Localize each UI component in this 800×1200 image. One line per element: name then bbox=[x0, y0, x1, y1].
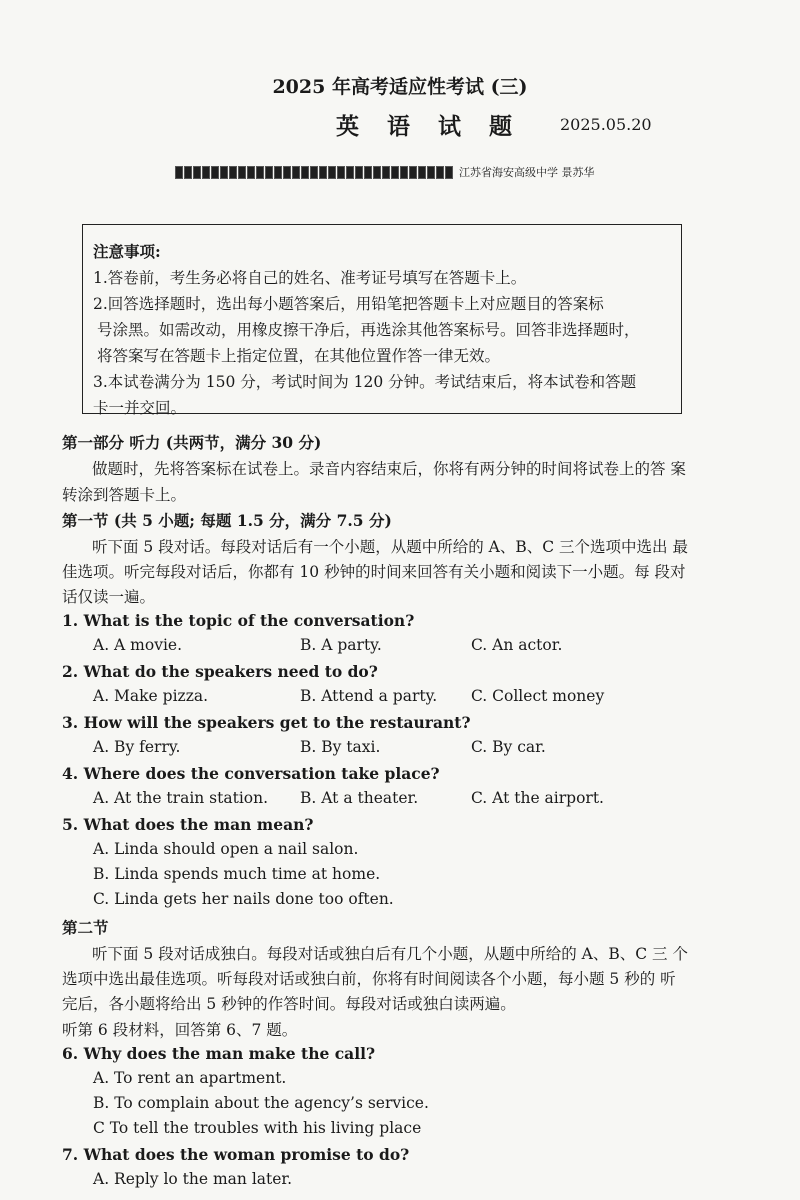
option-c: C. By car. bbox=[471, 738, 546, 756]
section1-intro: 听下面 5 段对话。每段对话后有一个小题，从题中所给的 A、B、C 三个选项中选出 最 bbox=[92, 538, 688, 556]
option-c: C. Collect money bbox=[471, 687, 605, 705]
notice-line: 卡一并交回。 bbox=[93, 399, 187, 417]
option-b: B. Linda spends much time at home. bbox=[93, 865, 381, 883]
exam-date: 2025.05.20 bbox=[560, 115, 652, 134]
option-a: A. By ferry. bbox=[93, 738, 181, 756]
option-b: B. To complain about the agency’s service. bbox=[93, 1094, 429, 1112]
option-a: A. Make pizza. bbox=[93, 687, 209, 705]
option-a: A. A movie. bbox=[93, 636, 183, 654]
notice-line: 1.答卷前，考生务必将自己的姓名、准考证号填写在答题卡上。 bbox=[93, 269, 527, 287]
option-b: B. By taxi. bbox=[300, 738, 381, 756]
option-c: C. Linda gets her nails done too often. bbox=[93, 890, 394, 908]
notice-line: 号涂黑。如需改动，用橡皮擦干净后，再选涂其他答案标号。回答非选择题时， bbox=[97, 321, 640, 339]
option-c: C. An actor. bbox=[471, 636, 563, 654]
question-3: 3. How will the speakers get to the restaurant? bbox=[62, 713, 471, 732]
notice-line: 2.回答选择题时，选出每小题答案后，用铅笔把答题卡上对应题目的答案标 bbox=[93, 295, 604, 313]
part1-intro: 做题时，先将答案标在试卷上。录音内容结束后，你将有两分钟的时间将试卷上的答 案 bbox=[92, 460, 686, 478]
question-6: 6. Why does the man make the call? bbox=[62, 1044, 376, 1063]
section2-intro: 听下面 5 段对话成独白。每段对话或独白后有几个小题，从题中所给的 A、B、C 三 个 bbox=[92, 945, 688, 963]
exam-title: 2025 年高考适应性考试 (三) bbox=[272, 76, 528, 98]
option-c: C To tell the troubles with his living place bbox=[93, 1119, 422, 1137]
section1-intro: 话仅读一遍。 bbox=[62, 588, 156, 606]
option-a: A. At the train station. bbox=[93, 789, 269, 807]
option-a: A. Reply lo the man later. bbox=[93, 1170, 293, 1188]
option-a: A. To rent an apartment. bbox=[93, 1069, 287, 1087]
section2-intro: 完后，各小题将给出 5 秒钟的作答时间。每段对话或独白读两遍。 bbox=[62, 995, 516, 1013]
material-instruction: 听第 6 段材料，回答第 6、7 题。 bbox=[62, 1021, 298, 1039]
section1-heading: 第一节 (共 5 小题; 每题 1.5 分，满分 7.5 分) bbox=[62, 511, 392, 530]
section2-heading: 第二节 bbox=[62, 918, 109, 937]
question-1: 1. What is the topic of the conversation? bbox=[62, 611, 415, 630]
option-b: B. Attend a party. bbox=[300, 687, 438, 705]
part1-intro: 转涂到答题卡上。 bbox=[62, 486, 187, 504]
question-7: 7. What does the woman promise to do? bbox=[62, 1145, 410, 1164]
watermark-glyphs bbox=[175, 166, 453, 179]
option-c: C. At the airport. bbox=[471, 789, 604, 807]
section1-intro: 佳选项。听完每段对话后，你都有 10 秒钟的时间来回答有关小题和阅读下一小题。每 段对 bbox=[62, 563, 686, 581]
question-5: 5. What does the man mean? bbox=[62, 815, 314, 834]
author-name: 江苏省海安高级中学 景苏华 bbox=[459, 166, 595, 179]
option-b: B. A party. bbox=[300, 636, 382, 654]
option-a: A. Linda should open a nail salon. bbox=[93, 840, 359, 858]
notice-title: 注意事项: bbox=[93, 242, 161, 261]
question-2: 2. What do the speakers need to do? bbox=[62, 662, 378, 681]
question-4: 4. Where does the conversation take place? bbox=[62, 764, 440, 783]
notice-box bbox=[82, 224, 682, 417]
notice-line: 3.本试卷满分为 150 分，考试时间为 120 分钟。考试结束后，将本试卷和答题 bbox=[93, 373, 637, 391]
option-b: B. At a theater. bbox=[300, 789, 419, 807]
section2-intro: 选项中选出最佳选项。听每段对话或独白前，你将有时间阅读各个小题，每小题 5 秒的 听 bbox=[62, 970, 676, 988]
subject-title: 英 语 试 题 bbox=[336, 113, 523, 140]
notice-line: 将答案写在答题卡上指定位置，在其他位置作答一律无效。 bbox=[97, 347, 501, 365]
author-row bbox=[175, 164, 595, 180]
part1-heading: 第一部分 听力 (共两节，满分 30 分) bbox=[62, 433, 322, 452]
